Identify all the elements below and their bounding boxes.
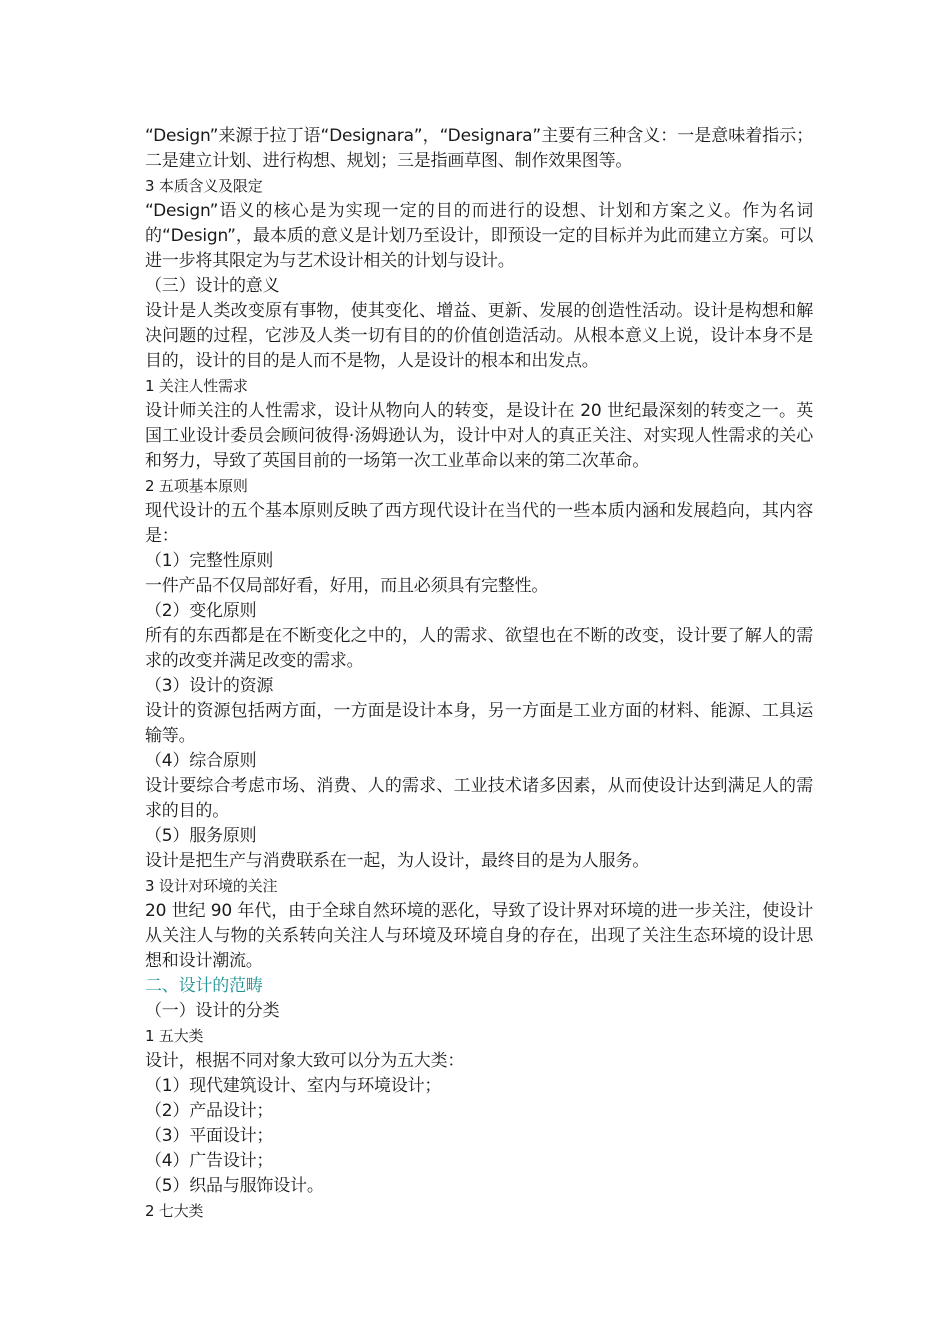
subheading-human-needs: 1 关注人性需求: [145, 377, 248, 395]
subheading-environment: 3 设计对环境的关注: [145, 877, 278, 895]
principle-1-text: 一件产品不仅局部好看，好用，而且必须具有完整性。: [145, 576, 549, 596]
section-heading-design-scope: 二、设计的范畴: [145, 976, 263, 996]
category-1: （1）现代建筑设计、室内与环境设计；: [145, 1076, 442, 1096]
paragraph-five-principles: 现代设计的五个基本原则反映了西方现代设计在当代的一些本质内涵和发展趋向，其内容是：: [145, 501, 813, 546]
category-5: （5）织品与服饰设计。: [145, 1176, 324, 1196]
principle-1-heading: （1）完整性原则: [145, 551, 274, 571]
principle-5-text: 设计是把生产与消费联系在一起，为人设计，最终目的是为人服务。: [145, 851, 649, 871]
principle-5-heading: （5）服务原则: [145, 826, 257, 846]
principle-3-heading: （3）设计的资源: [145, 676, 274, 696]
category-2: （2）产品设计；: [145, 1101, 274, 1121]
paragraph-design-origin: “Design”来源于拉丁语“Designara”，“Designara”主要有三种含义：一是意味着指示；二是建立计划、进行构想、规划；三是指画草图、制作效果图等。: [145, 126, 813, 171]
principle-3-text: 设计的资源包括两方面，一方面是设计本身，另一方面是工业方面的材料、能源、工具运输等。: [145, 701, 813, 746]
principle-2-text: 所有的东西都是在不断变化之中的，人的需求、欲望也在不断的改变，设计要了解人的需求的改变并满足改变的需求。: [145, 626, 813, 671]
document-body: [145, 124, 813, 1224]
principle-2-heading: （2）变化原则: [145, 601, 257, 621]
principle-4-text: 设计要综合考虑市场、消费、人的需求、工业技术诸多因素，从而使设计达到满足人的需求的目的。: [145, 776, 813, 821]
heading-design-classification: （一）设计的分类: [145, 1001, 280, 1021]
subheading-five-categories: 1 五大类: [145, 1027, 204, 1045]
paragraph-five-categories: 设计，根据不同对象大致可以分为五大类：: [145, 1051, 465, 1071]
category-4: （4）广告设计；: [145, 1151, 274, 1171]
subheading-essence: 3 本质含义及限定: [145, 177, 263, 195]
paragraph-human-needs: 设计师关注的人性需求，设计从物向人的转变，是设计在 20 世纪最深刻的转变之一。英国工业设计委员会顾问彼得·汤姆逊认为，设计中对人的真正关注、对实现人性需求的关心和努力，导致了英国目前的一场第一次工业革命以来的第二次革命。: [145, 401, 813, 471]
paragraph-environment: 20 世纪 90 年代，由于全球自然环境的恶化，导致了设计界对环境的进一步关注，使设计从关注人与物的关系转向关注人与环境及环境自身的存在，出现了关注生态环境的设计思想和设计潮流。: [145, 901, 813, 971]
subheading-five-principles: 2 五项基本原则: [145, 477, 248, 495]
principle-4-heading: （4）综合原则: [145, 751, 257, 771]
category-3: （3）平面设计；: [145, 1126, 274, 1146]
paragraph-design-meaning: 设计是人类改变原有事物，使其变化、增益、更新、发展的创造性活动。设计是构想和解决问题的过程，它涉及人类一切有目的的价值创造活动。从根本意义上说，设计本身不是目的，设计的目的是人而不是物，人是设计的根本和出发点。: [145, 301, 813, 371]
heading-design-meaning: （三）设计的意义: [145, 276, 280, 296]
subheading-seven-categories: 2 七大类: [145, 1202, 204, 1220]
paragraph-design-core: “Design”语义的核心是为实现一定的目的而进行的设想、计划和方案之义。作为名词的“Design”，最本质的意义是计划乃至设计，即预设一定的目标并为此而建立方案。可以进一步将其限定为与艺术设计相关的计划与设计。: [145, 201, 813, 271]
